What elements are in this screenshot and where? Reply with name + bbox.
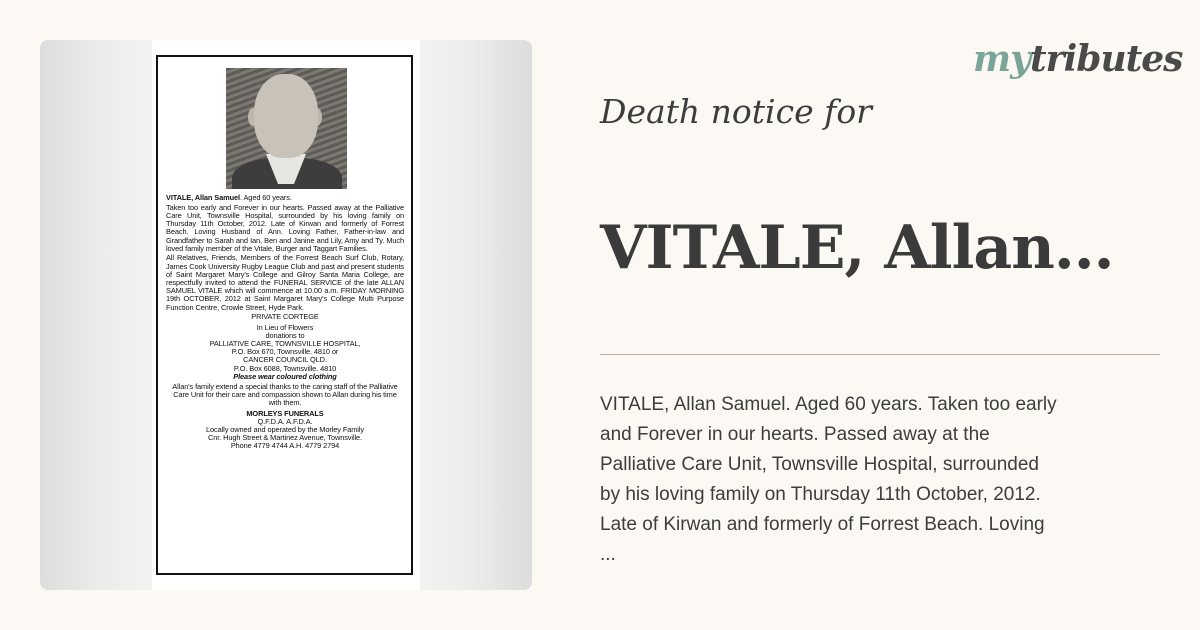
deceased-name: VITALE, Allan... xyxy=(600,213,1114,283)
notice-fh-line-2: Cnr. Hugh Street & Martinez Avenue, Townsville. xyxy=(207,433,362,443)
notice-flowers-2: donations to xyxy=(265,330,305,340)
notice-para-1: Taken too early and Forever in our hearts. Passed away at the Palliative Care Unit, Townsville Hospital, surrounded by his loving family on Thursday 11th October, 2012. Late of Kirwan and formerly of Forrest Beach. Loving Husband of Ann. Loving Father, Father-in-law and Grandfather to Sarah and Ian, Ben and Janine and Lily, Amy and Ty. Much loved family member of the Vitale, Burger and Taggart Families. xyxy=(166,202,404,253)
notice-charity-1-name: PALLIATIVE CARE, TOWNSVILLE HOSPITAL, xyxy=(209,338,361,348)
notice-clothing: Please wear coloured clothing xyxy=(233,371,337,381)
page-subtitle: Death notice for xyxy=(600,92,872,131)
notice-charity-1-addr: P.O. Box 670, Townsville. 4810 or xyxy=(231,347,339,357)
notice-image-card[interactable] xyxy=(40,40,532,590)
portrait-photo xyxy=(226,68,347,189)
notice-para-2: All Relatives, Friends, Members of the Forrest Beach Surf Club, Rotary, James Cook University Rugby League Club and past and present students of Saint Margaret Mary's College and Gilroy Santa Maria College, are respectfully invited to attend the FUNERAL SERVICE of the late ALLAN SAMUEL VITALE which will commence at 10.00 a.m. FRIDAY MORNING 19th OCTOBER, 2012 at Saint Margaret Mary's College Multi Purpose Function Centre, Crowle Street, Hyde Park. xyxy=(166,253,404,312)
notice-border xyxy=(156,55,413,575)
newspaper-clipping xyxy=(152,40,420,590)
notice-charity-2-name: CANCER COUNCIL QLD. xyxy=(243,355,327,365)
logo-my: my xyxy=(973,38,1031,80)
logo-tributes: tributes xyxy=(1030,38,1183,80)
notice-heading-name: VITALE, Allan Samuel xyxy=(166,193,240,202)
notice-thanks: Allan's family extend a special thanks to the caring staff of the Palliative Care Unit for their care and compassion shown to Allan during his time with them. xyxy=(172,381,398,408)
notice-flowers-1: In Lieu of Flowers xyxy=(256,322,314,332)
notice-excerpt: VITALE, Allan Samuel. Aged 60 years. Taken too early and Forever in our hearts. Passed away at the Palliative Care Unit, Townsville Hospital, surrounded by his loving family on Thursday 11th October, 2012. Late of Kirwan and formerly of Forrest Beach. Loving ... xyxy=(600,394,1057,565)
notice-fh-phone: Phone 4779 4744 A.H. 4779 2794 xyxy=(230,441,340,451)
notice-text xyxy=(166,194,404,451)
notice-heading-rest: . Aged 60 years. xyxy=(239,193,292,202)
notice-funeral-home: MORLEYS FUNERALS xyxy=(246,408,324,418)
divider xyxy=(600,354,1160,355)
mytributes-logo[interactable] xyxy=(973,38,1182,80)
notice-fh-quals: Q.F.D.A. A.F.D.A. xyxy=(257,416,313,426)
notice-charity-2-addr: P.O. Box 6088, Townsville. 4810 xyxy=(233,363,337,373)
notice-cortege: PRIVATE CORTEGE xyxy=(251,312,319,322)
notice-fh-line-1: Locally owned and operated by the Morley Family xyxy=(206,424,364,434)
